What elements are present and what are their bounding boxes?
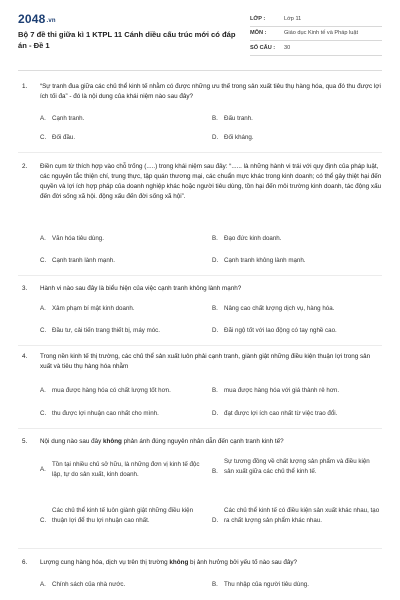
option-d[interactable]	[212, 133, 380, 143]
question-3	[22, 284, 382, 294]
option-text: đạt được lợi ích cao nhất từ việc trao đổi.	[224, 410, 338, 417]
document-title: Bộ 7 đề thi giữa kì 1 KTPL 11 Cánh diều cấu trúc mới có đáp án - Đề 1	[18, 30, 236, 50]
site-logo[interactable]	[18, 12, 56, 26]
option-b[interactable]	[212, 386, 380, 396]
option-letter: A.	[40, 235, 46, 242]
option-text: mua được hàng hóa với giá thành rẻ hơn.	[224, 387, 340, 394]
option-d[interactable]	[212, 409, 380, 419]
question-4	[22, 352, 382, 372]
option-d[interactable]	[212, 326, 380, 336]
meta-value: Lớp 11	[284, 15, 302, 22]
question-number: 3.	[22, 285, 28, 292]
option-letter: A.	[40, 466, 46, 473]
option-b[interactable]	[212, 457, 380, 476]
question-divider	[18, 152, 382, 153]
meta-row-subject	[250, 27, 382, 42]
option-text: Đấu tranh.	[224, 115, 253, 122]
option-letter: D.	[212, 517, 219, 524]
question-number: 6.	[22, 559, 28, 566]
option-text: Văn hóa tiêu dùng.	[52, 235, 104, 242]
logo-suffix: .vn	[46, 18, 56, 24]
option-text: Đạo đức kinh doanh.	[224, 235, 282, 242]
option-text: Đầu tư, cải tiến trang thiết bị, máy móc.	[52, 327, 161, 334]
option-c[interactable]	[40, 506, 200, 525]
option-letter: B.	[212, 468, 218, 475]
option-text: Tồn tại nhiều chủ sở hữu, là những đơn vị kinh tế độc lập, tự do sản xuất, kinh doanh.	[52, 461, 200, 478]
option-letter: A.	[40, 305, 46, 312]
question-5	[22, 437, 382, 447]
question-text-part: Lượng cung hàng hóa, dịch vụ trên thị trường	[40, 559, 170, 566]
meta-value: Giáo dục Kinh tế và Pháp luật	[284, 30, 359, 37]
option-text: Các chủ thể kinh tế có điều kiện sản xuất khác nhau, tạo ra chất lượng sản phẩm khác nhau.	[224, 507, 380, 524]
question-divider	[18, 428, 382, 429]
option-letter: D.	[212, 257, 219, 264]
option-letter: B.	[212, 115, 218, 122]
meta-label: SỐ CÂU :	[250, 44, 276, 51]
meta-label: LỚP :	[250, 15, 266, 22]
option-letter: D.	[212, 134, 219, 141]
meta-label: MÔN :	[250, 30, 267, 37]
option-text: Đãi ngộ tốt với lao động có tay nghề cao.	[224, 327, 337, 334]
option-b[interactable]	[212, 304, 380, 314]
option-text: Đối đầu.	[52, 134, 76, 141]
option-a[interactable]	[40, 460, 200, 479]
question-divider	[18, 275, 382, 276]
option-a[interactable]	[40, 234, 200, 244]
option-text: Đối kháng.	[224, 134, 254, 141]
logo-text: 2048	[18, 12, 46, 26]
option-letter: C.	[40, 134, 47, 141]
meta-row-class	[250, 12, 382, 27]
option-letter: D.	[212, 327, 219, 334]
option-text: Thu nhập của người tiêu dùng.	[224, 581, 309, 588]
option-letter: B.	[212, 235, 218, 242]
meta-row-count	[250, 41, 382, 56]
question-number: 1.	[22, 83, 28, 90]
option-d[interactable]	[212, 256, 380, 266]
question-text-part: phản ánh đúng nguyên nhân dẫn đến cạnh tranh kinh tế?	[121, 438, 284, 445]
question-6	[22, 558, 382, 568]
option-letter: C.	[40, 327, 47, 334]
option-text: Các chủ thể kinh tế luôn giành giật những điều kiện thuận lợi để thu lợi nhuận cao nhất.	[52, 507, 194, 524]
question-number: 4.	[22, 353, 28, 360]
option-text: Cạnh tranh không lành mạnh.	[224, 257, 306, 264]
option-letter: C.	[40, 410, 47, 417]
option-b[interactable]	[212, 234, 380, 244]
question-text	[40, 437, 382, 447]
option-letter: C.	[40, 257, 47, 264]
option-text: Xâm phạm bí mật kinh doanh.	[52, 305, 135, 312]
option-text: Cạnh tranh.	[52, 115, 85, 122]
option-letter: A.	[40, 115, 46, 122]
option-b[interactable]	[212, 114, 380, 124]
question-text-part: Nội dung nào sau đây	[40, 438, 104, 445]
header-divider	[18, 70, 382, 71]
meta-value: 30	[284, 44, 291, 51]
question-emphasis: không	[169, 559, 189, 566]
question-text	[40, 558, 382, 568]
option-c[interactable]	[40, 326, 200, 336]
option-letter: B.	[212, 581, 218, 588]
option-letter: B.	[212, 387, 218, 394]
option-b[interactable]	[212, 580, 380, 590]
option-a[interactable]	[40, 580, 200, 590]
question-emphasis: không	[103, 438, 122, 445]
question-text: Trong nền kinh tế thị trường, các chủ thể sản xuất luôn phải cạnh tranh, giành giật những điều kiện thuận lợi trong sản xuất và tiêu thụ hàng hóa nhằm	[40, 353, 371, 370]
option-d[interactable]	[212, 506, 380, 525]
question-number: 2.	[22, 163, 28, 170]
option-text: thu được lợi nhuận cao nhất cho mình.	[52, 410, 159, 417]
option-a[interactable]	[40, 304, 200, 314]
option-text: Sự tương đồng về chất lượng sản phẩm và điều kiện sản xuất giữa các chủ thể kinh tế.	[224, 458, 370, 475]
question-text: Điền cụm từ thích hợp vào chỗ trống (.....) trong khái niệm sau đây: “...... là những hành vi trái với quy định của pháp luật, các nguyên tắc thiện chí, trung thực, tập quán thương mại, các chuẩn mực khác trong kinh doanh; có thể gây thiệt hại đến quyền và lợi ích hợp pháp của doanh nghiệp khác hoặc người tiêu dùng, tồn hại đến môi trường kinh doanh, tác động xấu đến đời sống xã hội. động xấu đến đời sống xã hội”.	[40, 163, 382, 200]
meta-info	[250, 12, 382, 56]
option-c[interactable]	[40, 133, 200, 143]
option-text: Chính sách của nhà nước.	[52, 581, 126, 588]
option-letter: B.	[212, 305, 218, 312]
option-letter: A.	[40, 387, 46, 394]
option-text: Nâng cao chất lượng dịch vụ, hàng hóa.	[224, 305, 335, 312]
question-text-part: bị ảnh hưởng bởi yếu tố nào sau đây?	[188, 559, 298, 566]
question-2	[22, 162, 382, 202]
option-c[interactable]	[40, 256, 200, 266]
question-number: 5.	[22, 438, 28, 445]
option-a[interactable]	[40, 386, 205, 396]
option-a[interactable]	[40, 114, 200, 124]
option-text: Cạnh tranh lành mạnh.	[52, 257, 115, 264]
question-divider	[18, 548, 382, 549]
option-text: mua được hàng hóa có chất lượng tốt hơn.	[52, 387, 171, 394]
question-text: Hành vi nào sau đây là biểu hiện của việc cạnh tranh không lành mạnh?	[40, 285, 242, 292]
option-letter: C.	[40, 517, 47, 524]
option-c[interactable]	[40, 409, 205, 419]
question-text: “Sự tranh đua giữa các chủ thể kinh tế nhằm có được những ưu thế trong sản xuất tiêu thụ hàng hóa, qua đó thu được lợi ích tối đa” - đó là nội dung của khái niệm nào sau đây?	[40, 83, 381, 100]
question-1	[22, 82, 382, 102]
document-header	[0, 0, 400, 68]
option-letter: D.	[212, 410, 219, 417]
question-divider	[18, 345, 382, 346]
option-letter: A.	[40, 581, 46, 588]
